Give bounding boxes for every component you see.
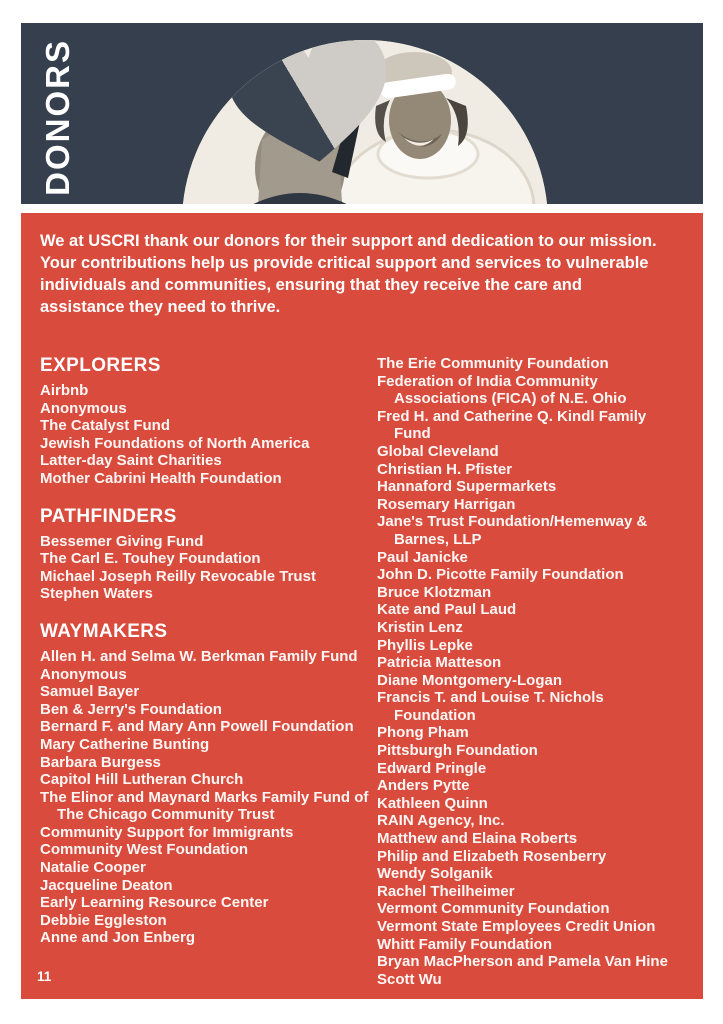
donor-item: Stephen Waters [40, 585, 153, 603]
donor-item: Anders Pytte [377, 777, 470, 795]
donor-item: Federation of India Community Associations (FICA) of N.E. Ohio [377, 372, 627, 408]
donor-item: Anonymous [40, 665, 127, 683]
donor-item: Anonymous [40, 399, 127, 417]
donor-photo [182, 40, 548, 204]
donor-item: Bessemer Giving Fund [40, 532, 204, 550]
page-title: DONORS [39, 39, 76, 196]
donor-item: Scott Wu [377, 970, 442, 988]
donor-item: Edward Pringle [377, 759, 487, 777]
donor-item: Christian H. Pfister [377, 460, 513, 478]
donor-item: Jane's Trust Foundation/Hemenway & Barnes, LLP [377, 513, 648, 548]
donors-panel [21, 213, 703, 999]
donor-item: Paul Janicke [377, 548, 468, 566]
donor-item: Mary Catherine Bunting [40, 735, 210, 753]
donor-item: Matthew and Elaina Roberts [377, 830, 578, 848]
donor-item: Vermont Community Foundation [377, 900, 610, 918]
donor-item: Fred H. and Catherine Q. Kindl Family Fund [377, 407, 647, 443]
donor-item: The Erie Community Foundation [377, 355, 609, 372]
donor-section [40, 505, 377, 603]
donor-item: Debbie Eggleston [40, 911, 167, 929]
donor-item: Diane Montgomery-Logan [377, 671, 563, 689]
donor-item: John D. Picotte Family Foundation [377, 566, 624, 584]
donor-item: Kathleen Quinn [377, 794, 488, 812]
donor-item: Rachel Theilheimer [377, 882, 515, 900]
donor-item: Mother Cabrini Health Foundation [40, 469, 282, 487]
donor-item: Global Cleveland [377, 442, 499, 460]
left-column [40, 354, 377, 964]
heart-sign-photo-illustration [182, 40, 548, 204]
donor-item: Barbara Burgess [40, 753, 161, 771]
donor-item: Ben & Jerry's Foundation [40, 700, 222, 718]
right-column [377, 354, 685, 988]
donor-item: Phong Pham [377, 724, 469, 742]
donor-item: Community West Foundation [40, 841, 249, 859]
donor-section [40, 620, 377, 947]
donor-item: Allen H. and Selma W. Berkman Family Fund [40, 647, 358, 665]
donor-item: Hannaford Supermarkets [377, 478, 557, 496]
donor-item: Pittsburgh Foundation [377, 742, 538, 760]
section-title: WAYMAKERS [40, 620, 168, 642]
donor-item: Natalie Cooper [40, 859, 146, 877]
page-number: 11 [37, 969, 52, 984]
intro-paragraph: We at USCRI thank our donors for their support and dedication to our mission. Your contributions help us provide critical support and services to vulnerable individuals and communities, ensuring that they receive the care and assistance they need to thrive. [40, 232, 657, 316]
donor-item: Wendy Solganik [377, 865, 493, 883]
donor-item: The Catalyst Fund [40, 417, 171, 435]
donor-item: Kristin Lenz [377, 618, 463, 636]
donor-item: Phyllis Lepke [377, 636, 473, 654]
donor-item: Airbnb [40, 382, 89, 399]
donor-item: Latter-day Saint Charities [40, 452, 222, 470]
donor-item: Bryan MacPherson and Pamela Van Hine [377, 953, 668, 971]
donor-item: Whitt Family Foundation [377, 935, 552, 953]
donor-item: Bruce Klotzman [377, 583, 492, 601]
donor-item: Kate and Paul Laud [377, 601, 517, 619]
donor-item: Rosemary Harrigan [377, 495, 516, 513]
donor-item: Anne and Jon Enberg [40, 929, 196, 947]
donor-item: Jacqueline Deaton [40, 876, 173, 894]
donor-item: Philip and Elizabeth Rosenberry [377, 847, 607, 865]
donor-section [40, 354, 377, 488]
donor-item: Vermont State Employees Credit Union [377, 918, 656, 935]
donor-item: Samuel Bayer [40, 683, 140, 701]
donor-item: Early Learning Resource Center [40, 894, 269, 912]
donor-item: Capitol Hill Lutheran Church [40, 771, 244, 789]
section-title: EXPLORERS [40, 355, 161, 376]
donor-item: Patricia Matteson [377, 654, 502, 672]
donor-item: Community Support for Immigrants [40, 823, 294, 841]
donor-item: The Carl E. Touhey Foundation [40, 550, 261, 568]
donor-columns [40, 354, 685, 988]
donor-item: The Elinor and Maynard Marks Family Fund of The Chicago Community Trust [40, 788, 369, 824]
header-banner [21, 23, 703, 204]
donor-item: Michael Joseph Reilly Revocable Trust [40, 567, 316, 585]
donor-item: Jewish Foundations of North America [40, 434, 310, 452]
donor-item: RAIN Agency, Inc. [377, 812, 505, 830]
donor-item: Bernard F. and Mary Ann Powell Foundation [40, 718, 354, 736]
section-title: PATHFINDERS [40, 505, 177, 527]
donor-item: Francis T. and Louise T. Nichols Foundation [377, 689, 604, 724]
